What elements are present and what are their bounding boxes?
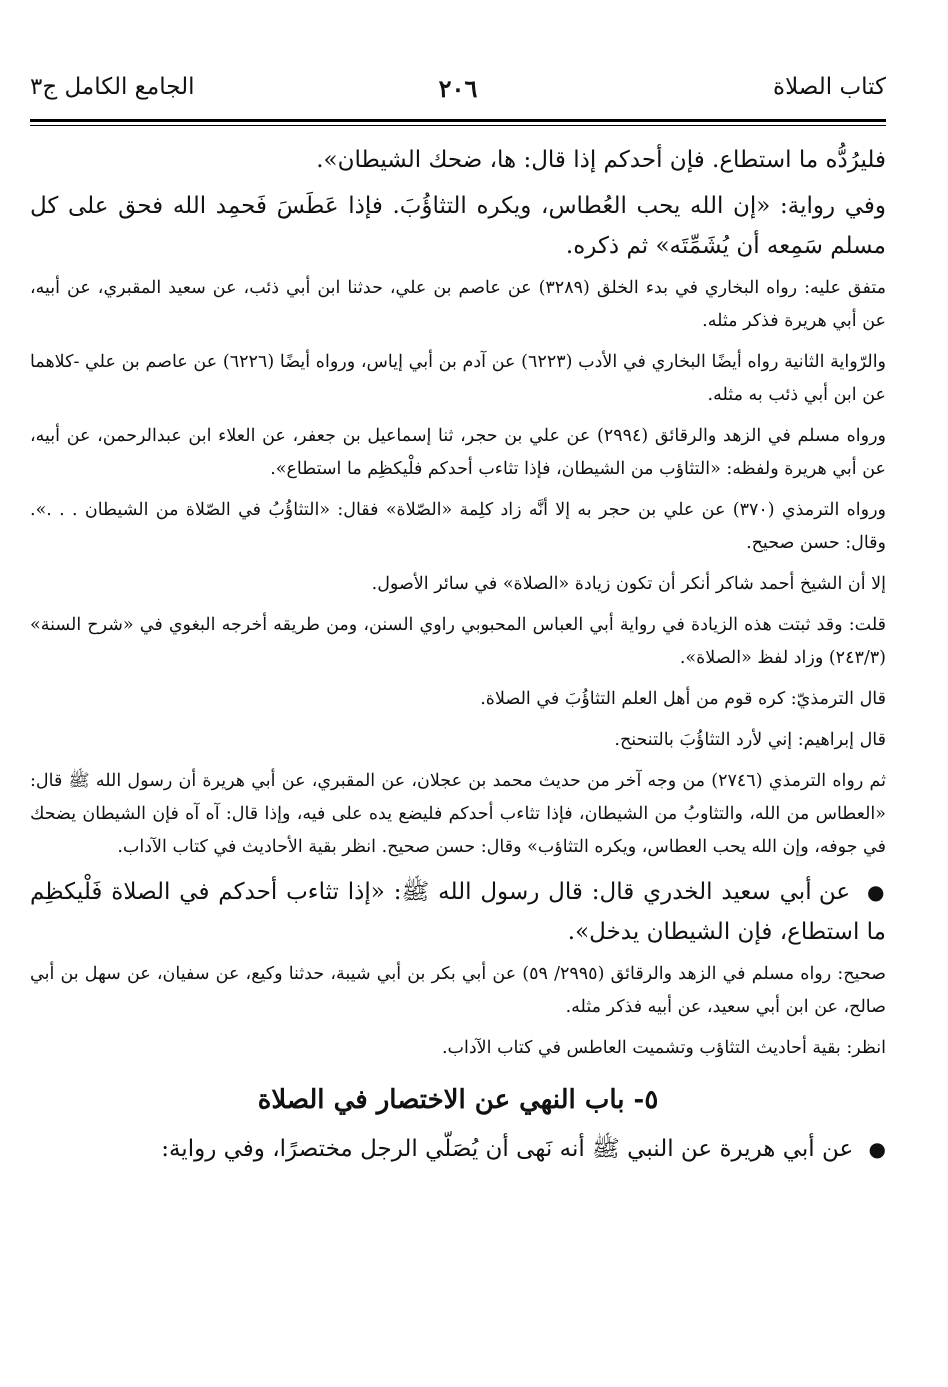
bullet-icon: ● xyxy=(868,1137,886,1161)
commentary-text: قال الترمذيّ: كره قوم من أهل العلم التثاؤُبَ في الصلاة. xyxy=(480,689,886,709)
hadith-item xyxy=(30,1129,886,1169)
commentary-text: صحيح: رواه مسلم في الزهد والرقائق (٢٩٩٥/ ٥٩) عن أبي بكر بن أبي شيبة، حدثنا وكيع، عن سفيان، عن سهل بن أبي صالح، عن ابن أبي سعيد، عن أبيه فذكر مثله. xyxy=(30,964,886,1017)
commentary-text: والرّواية الثانية رواه أيضًا البخاري في الأدب (٦٢٢٣) عن آدم بن أبي إياس، ورواه أيضًا (٦٢٢٦) عن عاصم بن علي -كلاهما عن ابن أبي ذئب به مثله. xyxy=(30,352,887,405)
bullet-icon: ● xyxy=(867,880,887,904)
commentary-text: ورواه الترمذي (٣٧٠) عن علي بن حجر به إلا أنَّه زاد كلِمة «الصّلاة» فقال: «التثاؤُبُ في الصّلاة من الشيطان . . .». وقال: حسن صحيح. xyxy=(30,500,886,553)
page-body xyxy=(30,140,886,1169)
hadith-item xyxy=(30,872,886,952)
hadith-text: عن أبي هريرة عن النبي ﷺ أنه نَهى أن يُصَلّي الرجل مختصرًا، وفي رواية: xyxy=(161,1136,854,1162)
header-thin-rule xyxy=(30,125,886,126)
commentary-text: ورواه مسلم في الزهد والرقائق (٢٩٩٤) عن علي بن حجر، ثنا إسماعيل بن جعفر، عن العلاء ابن عبدالرحمن، عن أبيه، عن أبي هريرة ولفظه: «التثاؤب من الشيطان، فإذا تثاءب أحدكم فلْيكظِم ما استطاع». xyxy=(30,426,886,479)
commentary-text: ثم رواه الترمذي (٢٧٤٦) من وجه آخر من حديث محمد بن عجلان، عن المقبري، عن أبي هريرة أن رسول الله ﷺ قال: «العطاس من الله، والتثاوبُ من الشيطان، فإذا تثاءب أحدكم فليضع يده على فيه، وإذا قال: آه آه فإن الشيطان يضحك في جوفه، وإن الله يحب العطاس، ويكره التثاؤب» وقال: حسن صحيح. انظر بقية الأحاديث في كتاب الآداب. xyxy=(30,771,887,857)
page-header xyxy=(30,62,886,120)
hadith-text: فليرُدُّه ما استطاع. فإن أحدكم إذا قال: ها، ضحك الشيطان». xyxy=(316,147,886,173)
commentary-text: قلت: وقد ثبتت هذه الزيادة في رواية أبي العباس المحبوبي راوي السنن، ومن طريقه أخرجه البغوي في «شرح السنة» (٢٤٣/٣) وزاد لفظ «الصلاة». xyxy=(30,615,886,668)
chapter-title: كتاب الصلاة xyxy=(773,74,886,100)
commentary-text: إلا أن الشيخ أحمد شاكر أنكر أن تكون زيادة «الصلاة» في سائر الأصول. xyxy=(371,574,886,594)
commentary-text: قال إبراهيم: إني لأرد التثاؤُبَ بالتنحنح. xyxy=(614,730,886,750)
hadith-text: عن أبي سعيد الخدري قال: قال رسول الله ﷺ: «إذا تثاءب أحدكم في الصلاة فَلْيكظِم ما استطاع، فإن الشيطان يدخل». xyxy=(30,879,886,945)
page-number: ٢٠٦ xyxy=(438,74,478,103)
commentary-text: متفق عليه: رواه البخاري في بدء الخلق (٣٢٨٩) عن عاصم بن علي، حدثنا ابن أبي ذئب، عن سعيد المقبري، عن أبيه، عن أبي هريرة فذكر مثله. xyxy=(30,278,886,331)
section-heading: ٥- باب النهي عن الاختصار في الصلاة xyxy=(257,1085,659,1115)
hadith-text: وفي رواية: «إن الله يحب العُطاس، ويكره التثاؤُبَ. فإذا عَطَسَ فَحمِد الله فحق على كل مسلم سَمِعه أن يُشَمِّتَه» ثم ذكره. xyxy=(30,193,886,259)
commentary-text: انظر: بقية أحاديث التثاؤب وتشميت العاطس في كتاب الآداب. xyxy=(441,1038,886,1058)
header-thick-rule xyxy=(30,119,886,122)
book-title: الجامع الكامل ج٣ xyxy=(30,74,195,100)
